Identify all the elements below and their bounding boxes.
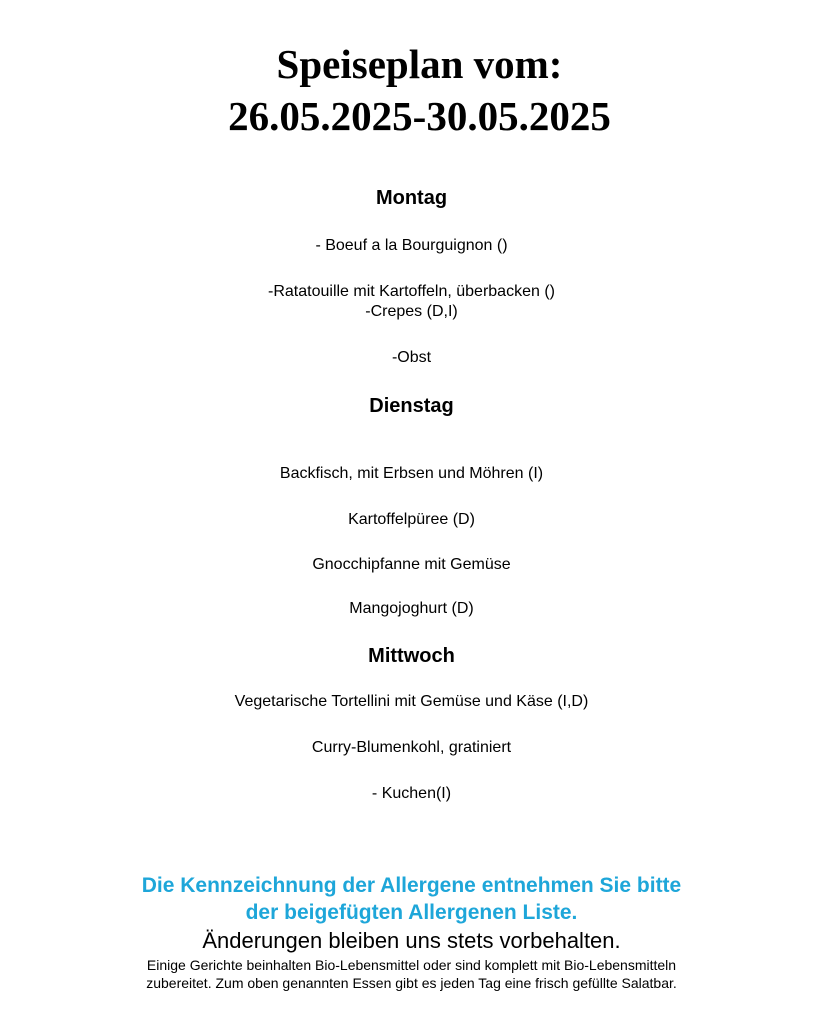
dish-item: Vegetarische Tortellini mit Gemüse und Käse (I,D) <box>234 693 589 710</box>
allergen-notice-line1: Die Kennzeichnung der Allergene entnehmen Sie bitte <box>141 874 682 897</box>
changes-notice: Änderungen bleiben uns stets vorbehalten. <box>202 928 621 953</box>
day-heading-wednesday: Mittwoch <box>368 645 455 667</box>
allergen-notice <box>0 872 823 926</box>
allergen-notice-line2: der beigefügten Allergenen Liste. <box>245 901 578 924</box>
dish-item: -Crepes (D,I) <box>365 303 458 320</box>
dish-item: Curry-Blumenkohl, gratiniert <box>311 739 512 756</box>
bio-notice-line2: zubereitet. Zum oben genannten Essen gibt es jeden Tag eine frisch gefüllte Salatbar. <box>146 975 677 991</box>
dish-item: Backfisch, mit Erbsen und Möhren (I) <box>279 465 544 482</box>
day-heading-tuesday: Dienstag <box>369 395 454 417</box>
bio-notice <box>0 956 823 992</box>
dish-item: Mangojoghurt (D) <box>349 600 474 617</box>
dish-item: - Boeuf a la Bourguignon () <box>315 237 508 254</box>
dish-item: - Kuchen(I) <box>371 785 452 802</box>
dish-item: -Obst <box>391 349 432 366</box>
page-title-line1: Speiseplan vom: <box>276 41 563 87</box>
dish-item: Gnocchipfanne mit Gemüse <box>312 556 511 573</box>
bio-notice-line1: Einige Gerichte beinhalten Bio-Lebensmittel oder sind komplett mit Bio-Lebensmitteln <box>146 957 677 973</box>
page-title <box>0 38 839 142</box>
day-heading-monday: Montag <box>375 187 448 209</box>
page-title-date-range: 26.05.2025-30.05.2025 <box>228 93 611 139</box>
dish-item: -Ratatouille mit Kartoffeln, überbacken () <box>268 283 555 300</box>
dish-item: Kartoffelpüree (D) <box>348 511 475 528</box>
